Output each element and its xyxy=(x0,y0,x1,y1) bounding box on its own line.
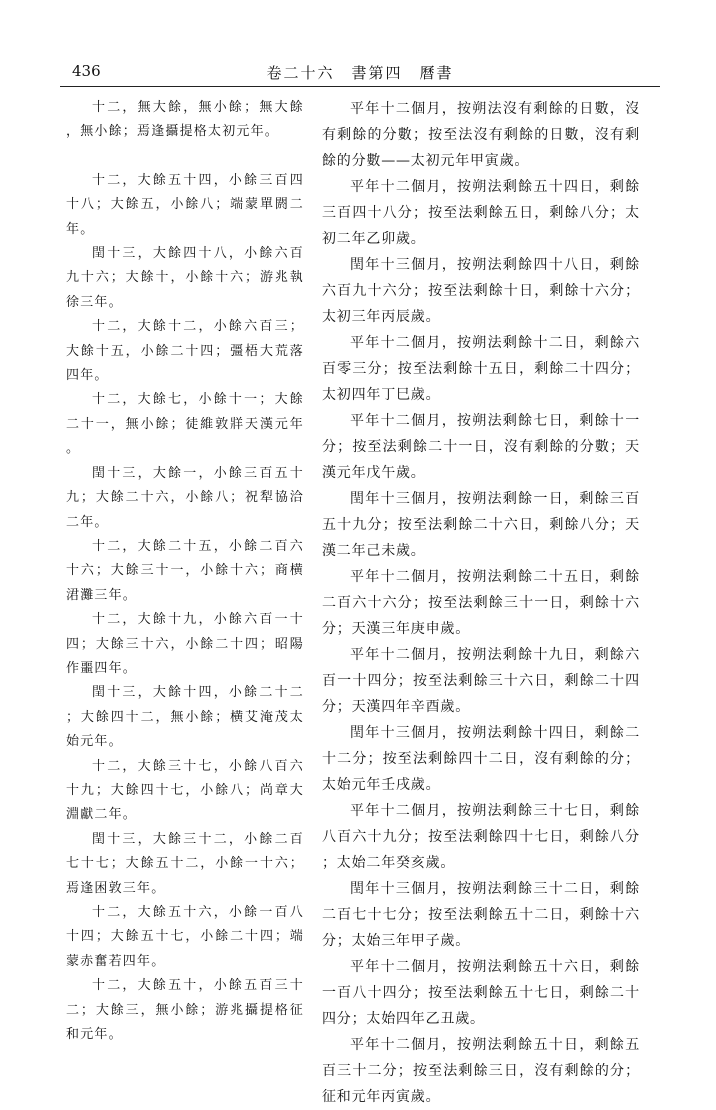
right-entry-6: 閏年十三個月，按朔法剩餘一日，剩餘三百五十九分；按至法剩餘二十六日，剩餘八分；天漢二年己未歲。 xyxy=(322,491,640,559)
left-entry-2: 十二，大餘五十四，小餘三百四十八；大餘五，小餘八；端蒙單閼二年。 xyxy=(66,172,304,237)
right-entry-9: 閏年十三個月，按朔法剩餘十四日，剩餘二十二分；按至法剩餘四十二日，沒有剩餘的分；太始元年壬戌歲。 xyxy=(322,725,640,793)
left-entry-8: 十二，大餘十九，小餘六百一十四；大餘三十六，小餘二十四；昭陽作噩四年。 xyxy=(66,612,304,676)
left-entry-4: 十二，大餘十二，小餘六百三；大餘十五，小餘二十四；彊梧大荒落四年。 xyxy=(66,319,304,384)
left-entry-3: 閏十三，大餘四十八，小餘六百九十六；大餘十，小餘十六；游兆執徐三年。 xyxy=(66,246,304,310)
page-number: 436 xyxy=(72,62,101,80)
right-entry-12: 平年十二個月，按朔法剩餘五十六日，剩餘一百八十四分；按至法剩餘五十七日，剩餘二十四分；太始四年乙丑歲。 xyxy=(322,959,640,1027)
right-column-translation xyxy=(322,96,640,1110)
left-entry-10: 十二，大餘三十七，小餘八百六十九；大餘四十七，小餘八；尚章大淵獻二年。 xyxy=(66,758,304,823)
right-entry-2: 平年十二個月，按朔法剩餘五十四日，剩餘三百四十八分；按至法剩餘五日，剩餘八分；太初二年乙卯歲。 xyxy=(322,179,640,247)
page-header xyxy=(60,62,660,82)
right-entry-11: 閏年十三個月，按朔法剩餘三十二日，剩餘二百七十七分；按至法剩餘五十二日，剩餘十六分；太始三年甲子歲。 xyxy=(322,881,640,949)
left-entry-12: 十二，大餘五十六，小餘一百八十四；大餘五十七，小餘二十四；端蒙赤奮若四年。 xyxy=(66,905,304,969)
left-entry-9: 閏十三，大餘十四，小餘二十二；大餘四十二，無小餘；横艾淹茂太始元年。 xyxy=(66,685,304,750)
left-entry-1: 十二，無大餘，無小餘；無大餘，無小餘；焉逢攝提格太初元年。 xyxy=(66,100,304,140)
header-rule xyxy=(60,86,660,87)
right-entry-10: 平年十二個月，按朔法剩餘三十七日，剩餘八百六十九分；按至法剩餘四十七日，剩餘八分；太始二年癸亥歲。 xyxy=(322,803,640,871)
right-entry-5: 平年十二個月，按朔法剩餘七日，剩餘十一分；按至法剩餘二十一日，沒有剩餘的分數；天漢元年戊午歲。 xyxy=(322,413,640,481)
right-entry-7: 平年十二個月，按朔法剩餘二十五日，剩餘二百六十六分；按至法剩餘三十一日，剩餘十六分；天漢三年庚申歲。 xyxy=(322,569,640,637)
right-entry-1: 平年十二個月，按朔法沒有剩餘的日數，沒有剩餘的分數；按至法沒有剩餘的日數，沒有剩餘的分數——太初元年甲寅歲。 xyxy=(322,101,640,169)
left-entry-6: 閏十三，大餘一，小餘三百五十九；大餘二十六，小餘八；祝犁協洽二年。 xyxy=(66,465,304,530)
right-entry-8: 平年十二個月，按朔法剩餘十九日，剩餘六百一十四分；按至法剩餘三十六日，剩餘二十四分；天漢四年辛酉歲。 xyxy=(322,647,640,715)
left-entry-5: 十二，大餘七，小餘十一；大餘二十一，無小餘；徒維敦牂天漢元年。 xyxy=(66,392,304,457)
right-entry-4: 平年十二個月，按朔法剩餘十二日，剩餘六百零三分；按至法剩餘十五日，剩餘二十四分；太初四年丁巳歲。 xyxy=(322,335,640,403)
running-title: 卷二十六 書第四 曆書 xyxy=(266,64,454,82)
left-entry-7: 十二，大餘二十五，小餘二百六十六；大餘三十一，小餘十六；商横涒灘三年。 xyxy=(66,538,304,603)
left-entry-13: 十二，大餘五十，小餘五百三十二；大餘三，無小餘；游兆攝提格征和元年。 xyxy=(66,978,304,1043)
left-entry-11: 閏十三，大餘三十二，小餘二百七十七；大餘五十二，小餘一十六；焉逢困敦三年。 xyxy=(66,831,304,896)
left-column-classical-text xyxy=(66,96,304,1047)
right-entry-13: 平年十二個月，按朔法剩餘五十日，剩餘五百三十二分；按至法剩餘三日，沒有剩餘的分；征和元年丙寅歲。 xyxy=(322,1037,640,1105)
right-entry-3: 閏年十三個月，按朔法剩餘四十八日，剩餘六百九十六分；按至法剩餘十日，剩餘十六分；太初三年丙辰歲。 xyxy=(322,257,640,325)
